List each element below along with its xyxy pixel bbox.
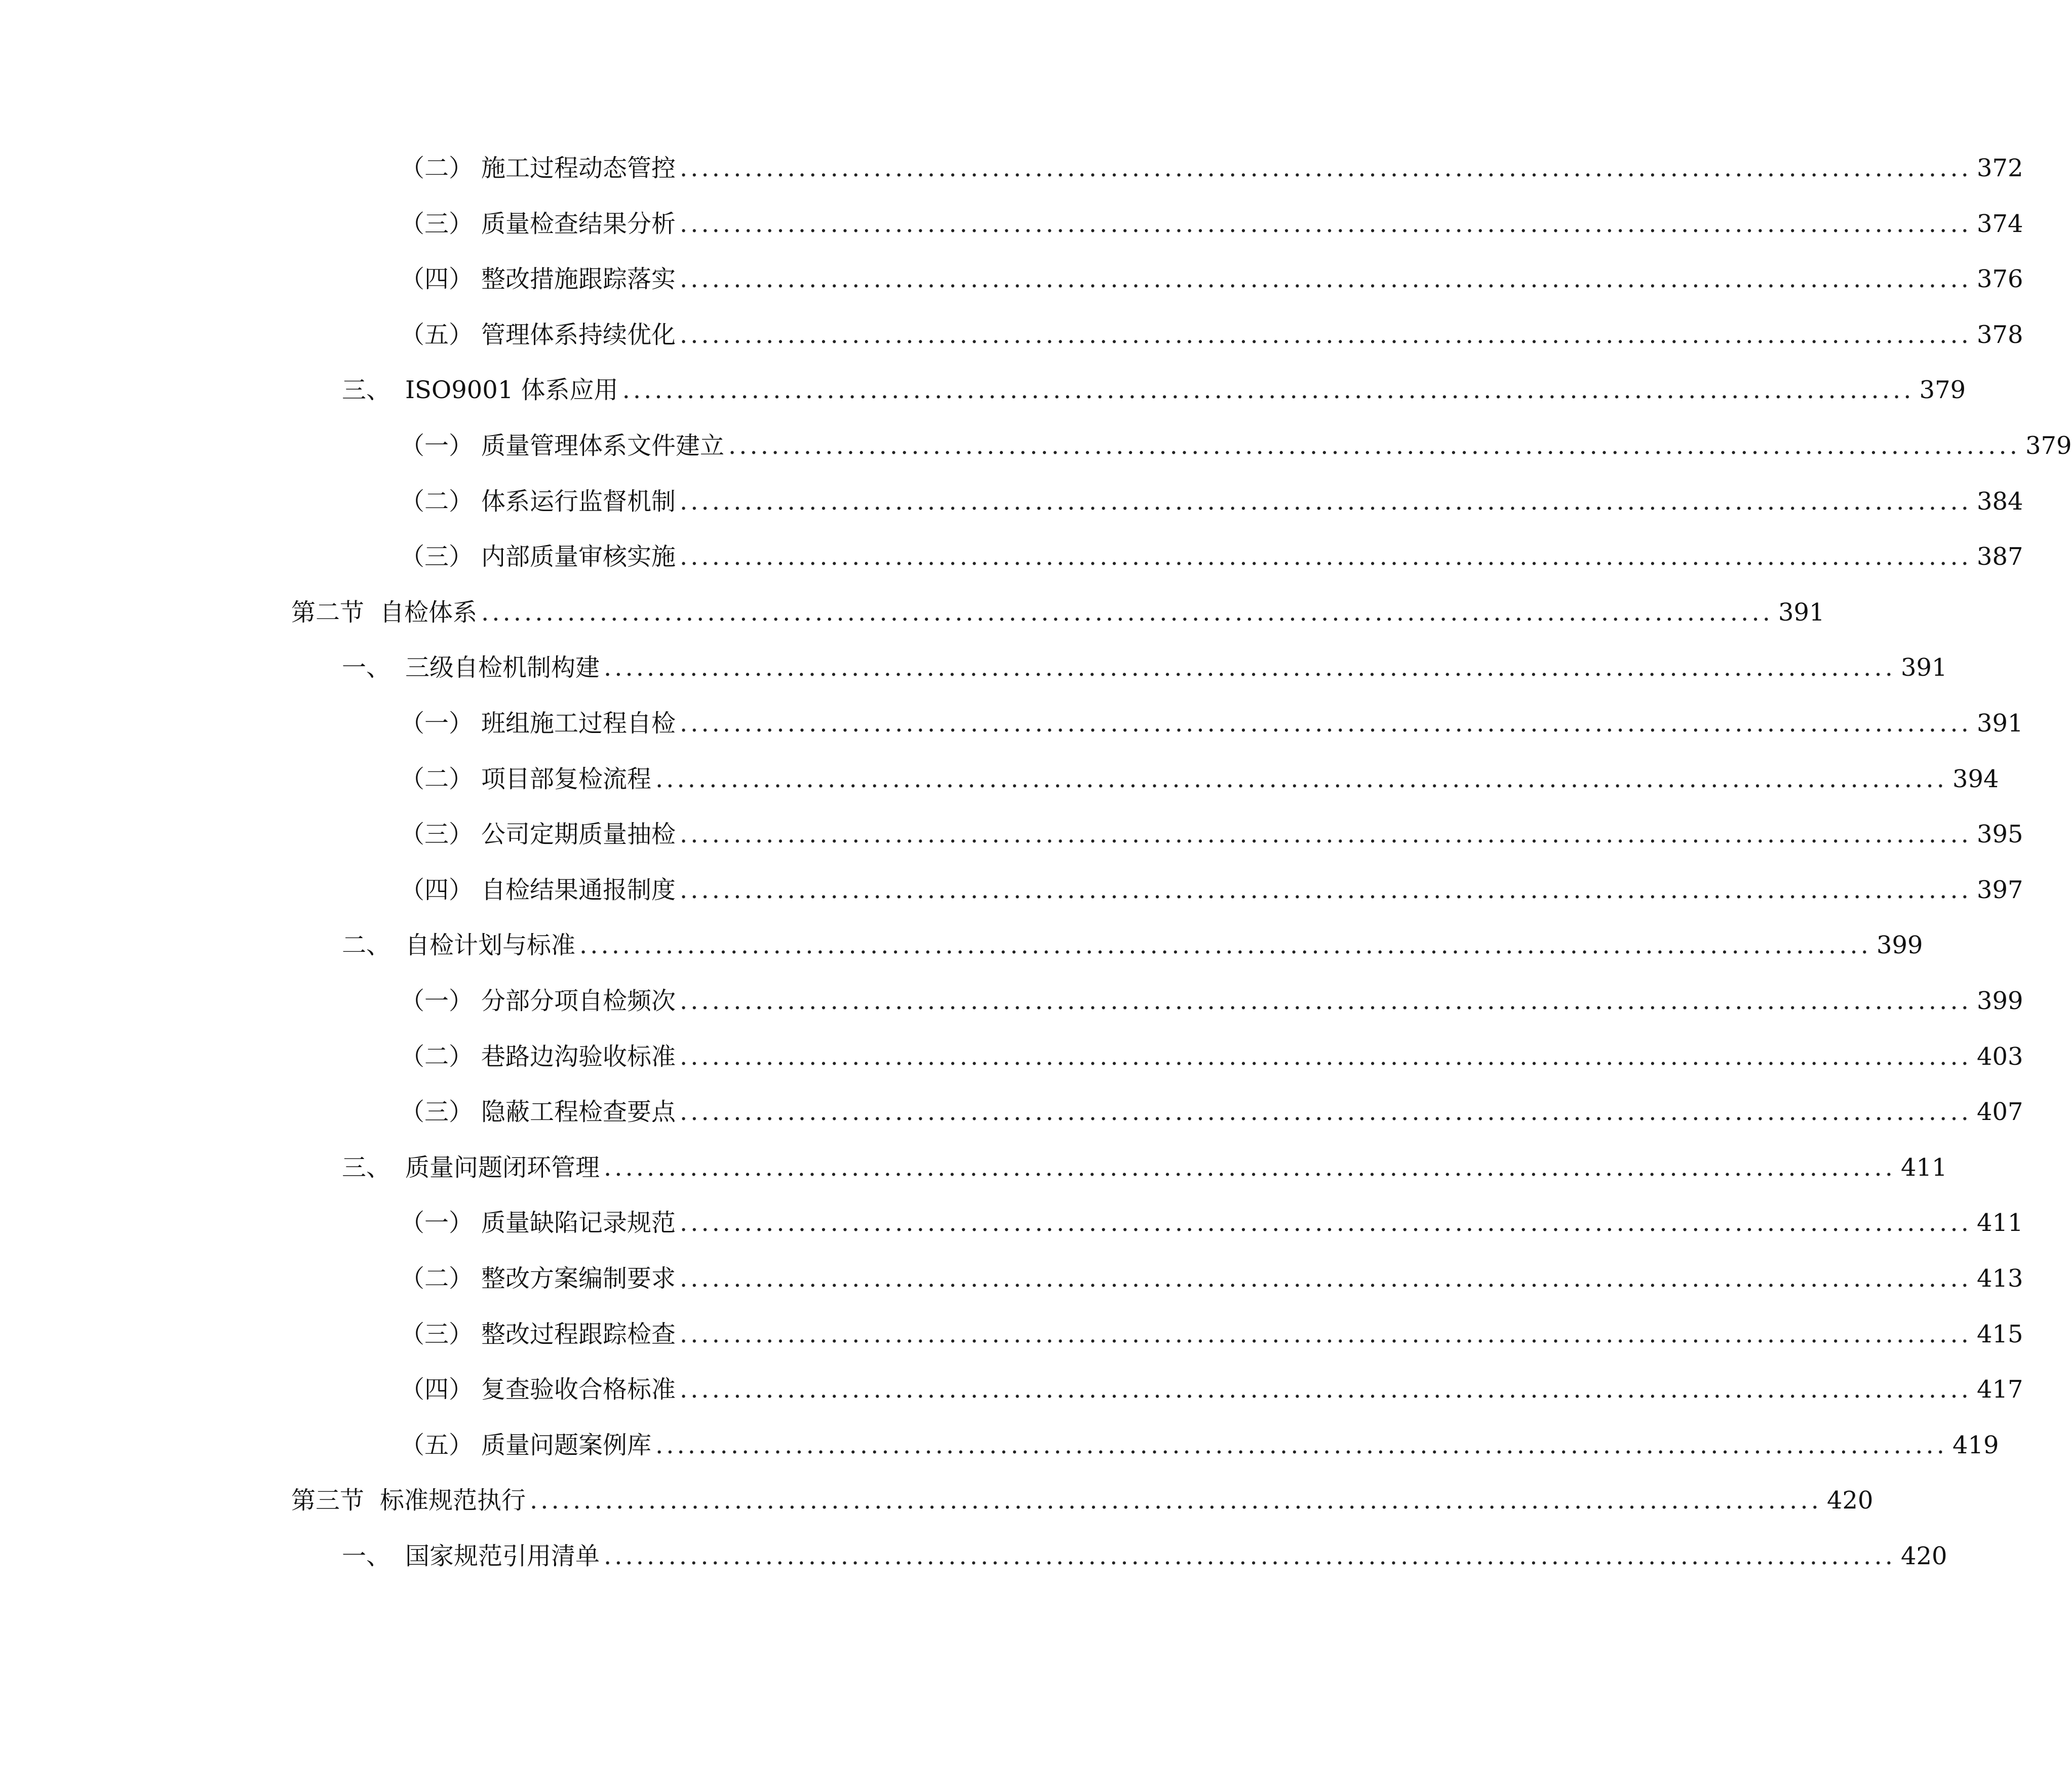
toc-entry[interactable]: [342, 1533, 1947, 1579]
toc-entry-number: （四）: [400, 876, 474, 904]
toc-entry[interactable]: [400, 867, 2023, 913]
toc-entry-number: 一、: [342, 653, 391, 682]
toc-entry-page-number: 407: [1976, 1098, 2023, 1126]
toc-entry-page-number: 378: [1976, 321, 2023, 349]
toc-entry-page-number: 403: [1976, 1042, 2023, 1071]
toc-entry-number: （二）: [400, 154, 474, 182]
toc-entry-title: 质量管理体系文件建立: [481, 432, 725, 460]
toc-dot-leader: ........................................................................................................................: [622, 376, 1914, 404]
toc-dot-leader: ........................................................................................................................: [655, 765, 1947, 793]
toc-entry-number: （一）: [400, 709, 474, 738]
toc-dot-leader: ........................................................................................................................: [680, 1098, 1972, 1126]
toc-dot-leader: ........................................................................................................................: [728, 432, 2020, 460]
toc-entry-number: （二）: [400, 1042, 474, 1071]
toc-dot-leader: ........................................................................................................................: [579, 931, 1871, 959]
toc-entry-number: 二、: [342, 931, 391, 959]
toc-entry[interactable]: [400, 312, 2023, 358]
toc-entry-page-number: 391: [1778, 598, 1825, 627]
toc-entry-page-number: 417: [1976, 1375, 2023, 1404]
toc-entry-title: 施工过程动态管控: [481, 154, 676, 182]
toc-entry-title: 隐蔽工程检查要点: [481, 1098, 676, 1126]
toc-entry-page-number: 379: [2025, 432, 2072, 460]
toc-entry-page-number: 395: [1976, 820, 2023, 848]
toc-entry[interactable]: [400, 201, 2023, 247]
toc-entry-number: （五）: [400, 1431, 474, 1459]
toc-entry-page-number: 399: [1976, 987, 2023, 1015]
toc-entry[interactable]: [400, 145, 2023, 191]
toc-entry-title: 质量问题案例库: [481, 1431, 652, 1459]
toc-entry-number: 一、: [342, 1542, 391, 1570]
toc-entry[interactable]: [400, 1311, 2023, 1357]
toc-entry-number: 三、: [342, 376, 391, 404]
toc-entry-title: 自检体系: [380, 598, 478, 627]
toc-entry-number: （一）: [400, 1209, 474, 1237]
toc-entry-title: 质量问题闭环管理: [405, 1153, 600, 1182]
toc-entry[interactable]: [400, 423, 2072, 469]
toc-entry-number: （三）: [400, 210, 474, 238]
toc-entry-title: ISO9001 体系应用: [405, 376, 618, 404]
toc-entry-title: 整改措施跟踪落实: [481, 265, 676, 293]
toc-entry-number: 三、: [342, 1153, 391, 1182]
toc-entry-title: 体系运行监督机制: [481, 487, 676, 516]
toc-dot-leader: ........................................................................................................................: [680, 1209, 1972, 1237]
toc-entry[interactable]: [400, 256, 2023, 302]
toc-entry[interactable]: [342, 922, 1923, 968]
toc-dot-leader: ........................................................................................................................: [680, 987, 1972, 1015]
toc-entry[interactable]: [342, 1145, 1947, 1190]
toc-dot-leader: ........................................................................................................................: [655, 1431, 1947, 1459]
toc-entry[interactable]: [291, 590, 1825, 635]
toc-entry[interactable]: [400, 1256, 2023, 1301]
toc-dot-leader: ........................................................................................................................: [680, 487, 1972, 516]
toc-entry-title: 整改过程跟踪检查: [481, 1320, 676, 1348]
toc-entry[interactable]: [400, 1200, 2023, 1246]
toc-entry-title: 公司定期质量抽检: [481, 820, 676, 848]
toc-dot-leader: ........................................................................................................................: [680, 820, 1972, 848]
toc-dot-leader: ........................................................................................................................: [680, 1264, 1972, 1293]
toc-entry[interactable]: [342, 645, 1947, 690]
toc-entry-title: 巷路边沟验收标准: [481, 1042, 676, 1071]
toc-entry-number: （五）: [400, 321, 474, 349]
toc-entry[interactable]: [400, 756, 1999, 802]
toc-entry-page-number: 384: [1976, 487, 2023, 516]
toc-entry-title: 内部质量审核实施: [481, 543, 676, 571]
toc-entry-number: （一）: [400, 432, 474, 460]
toc-entry[interactable]: [400, 1422, 1999, 1468]
toc-dot-leader: ........................................................................................................................: [680, 321, 1972, 349]
toc-entry-page-number: 420: [1900, 1542, 1947, 1570]
toc-entry-number: （三）: [400, 1098, 474, 1126]
toc-entry[interactable]: [291, 1478, 1873, 1523]
toc-entry-title: 班组施工过程自检: [481, 709, 676, 738]
toc-entry[interactable]: [342, 367, 1966, 413]
toc-dot-leader: ........................................................................................................................: [604, 1542, 1896, 1570]
toc-dot-leader: ........................................................................................................................: [604, 653, 1896, 682]
toc-entry[interactable]: [400, 978, 2023, 1024]
toc-dot-leader: ........................................................................................................................: [481, 598, 1773, 627]
toc-entry-number: （四）: [400, 1375, 474, 1404]
toc-dot-leader: ........................................................................................................................: [680, 876, 1972, 904]
toc-entry-page-number: 415: [1976, 1320, 2023, 1348]
toc-entry-page-number: 413: [1976, 1264, 2023, 1293]
toc-entry[interactable]: [400, 479, 2023, 524]
toc-entry-title: 整改方案编制要求: [481, 1264, 676, 1293]
toc-dot-leader: ........................................................................................................................: [530, 1486, 1822, 1515]
toc-entry-number: （一）: [400, 987, 474, 1015]
toc-entry[interactable]: [400, 812, 2023, 857]
toc-entry-title: 复查验收合格标准: [481, 1375, 676, 1404]
toc-entry-title: 质量缺陷记录规范: [481, 1209, 676, 1237]
toc-dot-leader: ........................................................................................................................: [680, 709, 1972, 738]
toc-entry[interactable]: [400, 701, 2023, 746]
toc-entry-page-number: 411: [1976, 1209, 2023, 1237]
toc-entry-title: 国家规范引用清单: [405, 1542, 600, 1570]
toc-entry-number: （三）: [400, 1320, 474, 1348]
toc-entry-number: （四）: [400, 265, 474, 293]
toc-dot-leader: ........................................................................................................................: [680, 154, 1972, 182]
toc-entry[interactable]: [400, 1367, 2023, 1412]
toc-entry-page-number: 387: [1976, 543, 2023, 571]
toc-dot-leader: ........................................................................................................................: [604, 1153, 1896, 1182]
toc-entry[interactable]: [400, 1034, 2023, 1079]
toc-entry-title: 标准规范执行: [380, 1486, 526, 1515]
toc-entry-page-number: 420: [1826, 1486, 1873, 1515]
toc-entry-number: （三）: [400, 820, 474, 848]
toc-entry-page-number: 397: [1976, 876, 2023, 904]
toc-dot-leader: ........................................................................................................................: [680, 543, 1972, 571]
toc-dot-leader: ........................................................................................................................: [680, 210, 1972, 238]
toc-entry-title: 三级自检机制构建: [405, 653, 600, 682]
toc-entry[interactable]: [400, 534, 2023, 580]
toc-dot-leader: ........................................................................................................................: [680, 265, 1972, 293]
toc-entry-page-number: 411: [1900, 1153, 1947, 1182]
toc-entry-title: 分部分项自检频次: [481, 987, 676, 1015]
toc-entry-number: （二）: [400, 765, 474, 793]
toc-entry-number: （二）: [400, 1264, 474, 1293]
toc-entry-title: 项目部复检流程: [481, 765, 652, 793]
toc-dot-leader: ........................................................................................................................: [680, 1375, 1972, 1404]
toc-entry-number: 第二节: [291, 598, 365, 627]
toc-entry[interactable]: [400, 1089, 2023, 1135]
toc-entry-title: 自检结果通报制度: [481, 876, 676, 904]
toc-entry-title: 自检计划与标准: [405, 931, 576, 959]
toc-entry-title: 管理体系持续优化: [481, 321, 676, 349]
toc-entry-number: 第三节: [291, 1486, 365, 1515]
toc-entry-page-number: 391: [1900, 653, 1947, 682]
toc-dot-leader: ........................................................................................................................: [680, 1042, 1972, 1071]
toc-entry-page-number: 372: [1976, 154, 2023, 182]
toc-entry-page-number: 379: [1919, 376, 1966, 404]
toc-dot-leader: ........................................................................................................................: [680, 1320, 1972, 1348]
toc-entry-number: （三）: [400, 543, 474, 571]
toc-entry-title: 质量检查结果分析: [481, 210, 676, 238]
toc-entry-page-number: 391: [1976, 709, 2023, 738]
toc-entry-number: （二）: [400, 487, 474, 516]
toc-entry-page-number: 419: [1952, 1431, 1999, 1459]
toc-entry-page-number: 374: [1976, 210, 2023, 238]
toc-entry-page-number: 399: [1876, 931, 1923, 959]
toc-entry-page-number: 394: [1952, 765, 1999, 793]
toc-entry-page-number: 376: [1976, 265, 2023, 293]
